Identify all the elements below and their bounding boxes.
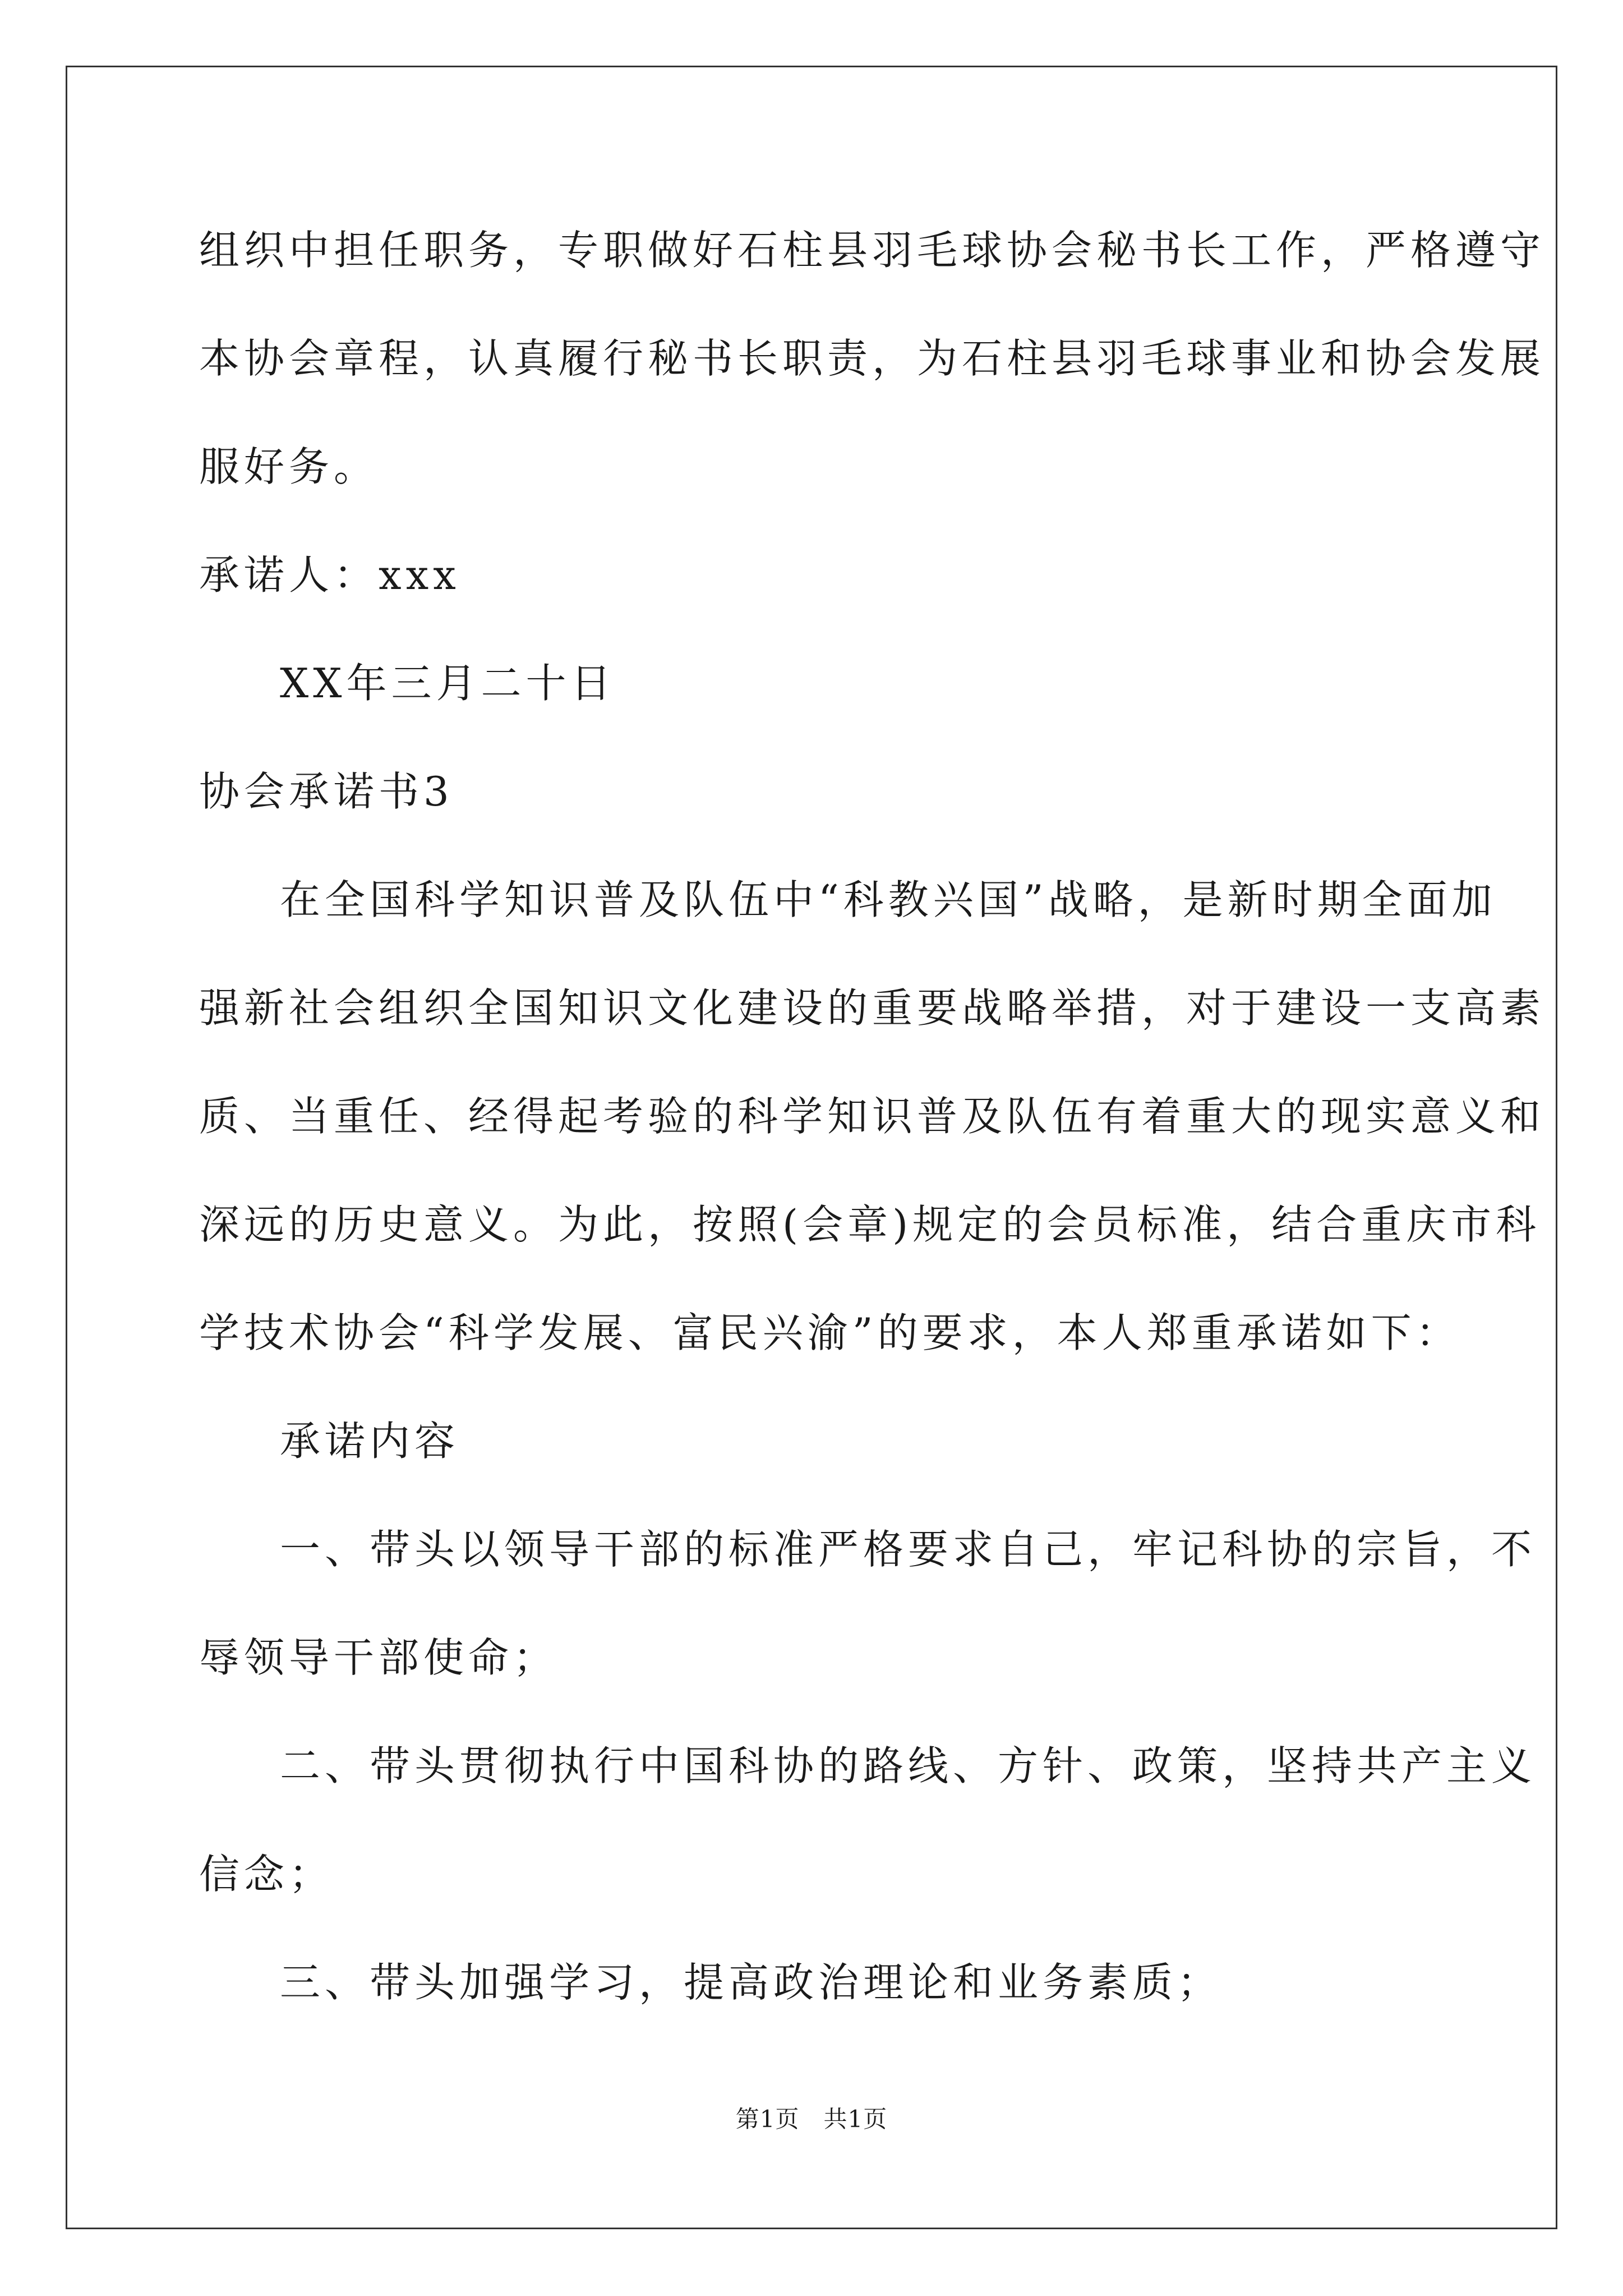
body-line: 学技术协会“科学发展、富民兴渝”的要求，本人郑重承诺如下： xyxy=(199,1309,1461,1356)
body-line: 组织中担任职务，专职做好石柱县羽毛球协会秘书长工作，严格遵守 xyxy=(199,227,1546,274)
section-heading: 协会承诺书3 xyxy=(199,768,454,815)
list-item: 一、带头以领导干部的标准严格要求自己，牢记科协的宗旨，不 xyxy=(280,1526,1537,1573)
body-line: 强新社会组织全国知识文化建设的重要战略举措，对于建设一支高素 xyxy=(199,984,1546,1032)
body-line: 服好务。 xyxy=(199,443,379,490)
page-border xyxy=(66,66,1557,2229)
list-item: 三、带头加强学习，提高政治理论和业务素质； xyxy=(280,1959,1223,2006)
body-line: 本协会章程，认真履行秘书长职责，为石柱县羽毛球事业和协会发展 xyxy=(199,335,1546,382)
list-item: 二、带头贯彻执行中国科协的路线、方针、政策，坚持共产主义 xyxy=(280,1742,1537,1789)
subheading: 承诺内容 xyxy=(280,1418,460,1465)
page-number: 第1页 共1页 xyxy=(735,2105,888,2133)
list-item-continuation: 信念； xyxy=(199,1851,334,1898)
date-line: XX年三月二十日 xyxy=(280,660,616,707)
signatory-line: 承诺人：xxx xyxy=(199,551,460,599)
body-line: 质、当重任、经得起考验的科学知识普及队伍有着重大的现实意义和 xyxy=(199,1093,1546,1140)
list-item-continuation: 辱领导干部使命； xyxy=(199,1634,559,1681)
body-line: 在全国科学知识普及队伍中“科教兴国”战略，是新时期全面加 xyxy=(280,876,1497,923)
body-line: 深远的历史意义。为此，按照(会章)规定的会员标准，结合重庆市科 xyxy=(199,1201,1541,1248)
